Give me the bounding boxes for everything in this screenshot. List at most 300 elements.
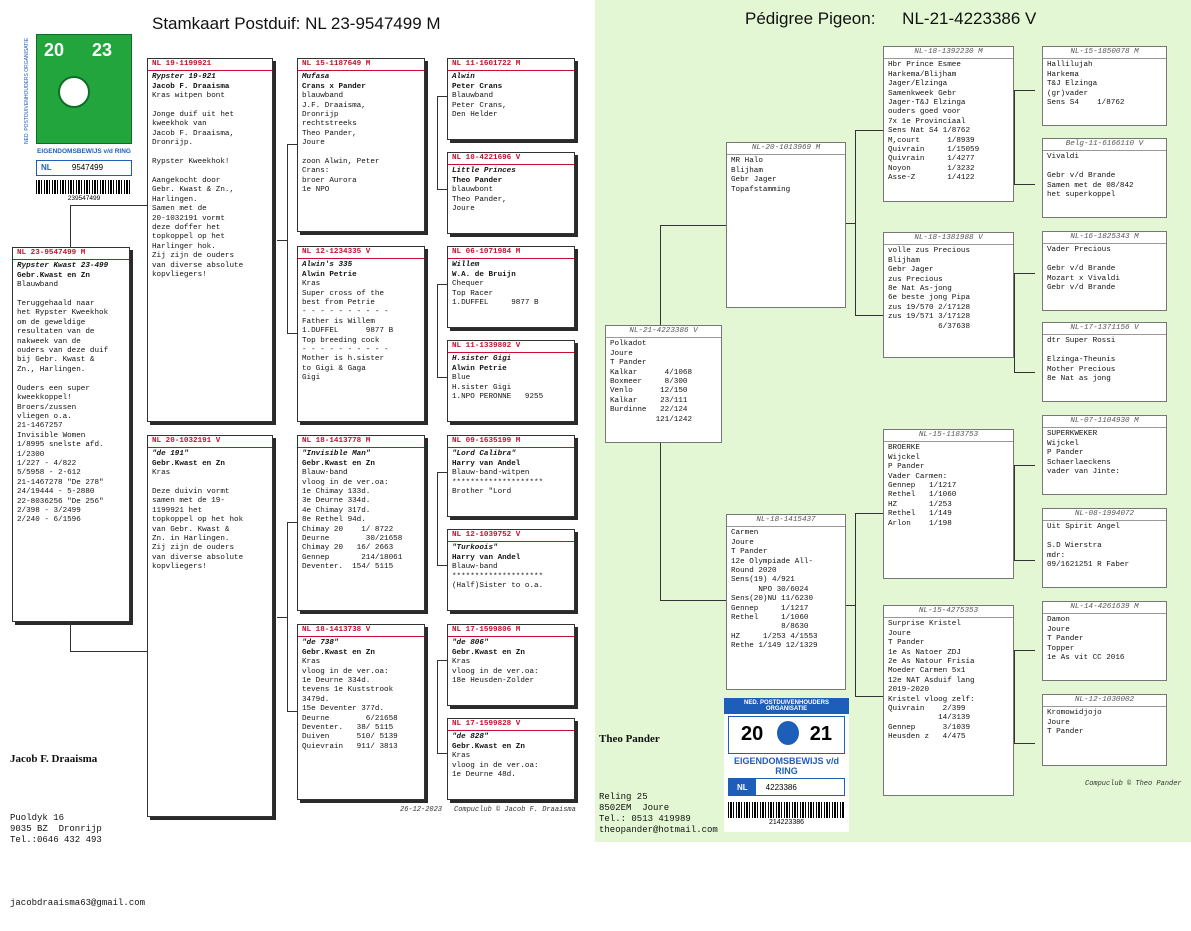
right-grandparent-ring: NL-15-4275353 xyxy=(884,606,1013,618)
right-sire-notes-line: Gebr Jager xyxy=(731,176,777,185)
right-great-grandparent-notes-line: S.D Wierstra xyxy=(1047,542,1102,551)
subject-notes-line: het Rypster Kweekhok xyxy=(17,309,109,318)
granddam-maternal-notes-line: tevens 1e Kuststrook xyxy=(302,686,394,695)
connector-dam-stub xyxy=(277,617,287,618)
great-grandparent-breeder: Harry van Andel xyxy=(452,459,521,468)
right-great-grandparent-notes-line: vader van Jinte: xyxy=(1047,468,1120,477)
right-connector-gp2-ggp xyxy=(1014,273,1035,373)
right-grandparent-notes-line: Gennep 1/1217 xyxy=(888,482,957,491)
right-grandparent-notes-line: 12e NAT Asduif lang xyxy=(888,676,975,685)
grandsire-maternal-notes-line: Chimay 20 16/ 2663 xyxy=(302,544,394,553)
dam-notes-line: topkoppel op het hok xyxy=(152,516,244,525)
grandsire-paternal-ring: NL 15-1187649 M xyxy=(302,60,371,68)
dam-card xyxy=(147,435,273,817)
left-footer-date: 26-12-2023 xyxy=(400,806,443,814)
grandsire-maternal-ring: NL 18-1413778 M xyxy=(302,437,371,445)
right-grandparent-card xyxy=(883,46,1014,202)
right-grandparent-notes-line: Gennep 3/1039 xyxy=(888,723,971,732)
left-title: Stamkaart Postduif: NL 23-9547499 M xyxy=(152,14,441,33)
right-grandparent-notes-line: Arlon 1/198 xyxy=(888,519,952,528)
right-great-grandparent-notes-line: Gebr v/d Brande xyxy=(1047,284,1116,293)
right-great-grandparent-ring: NL-08-1994072 xyxy=(1043,509,1166,521)
right-sire-notes-line: Topafstamming xyxy=(731,185,791,194)
subject-notes-line: 21-1467257 xyxy=(17,422,63,431)
subject-notes-line: ouders van deze duif xyxy=(17,347,109,356)
dam-notes-line: Zij zijn de ouders xyxy=(152,544,235,553)
sire-card xyxy=(147,58,273,422)
right-great-grandparent-ring: NL-15-1850078 M xyxy=(1043,47,1166,59)
connector-subject-sire xyxy=(70,205,147,247)
sire-notes-line xyxy=(152,102,268,111)
npo-lion-logo-icon xyxy=(58,76,90,108)
subject-notes-line: bij Gebr. Kwast & xyxy=(17,356,95,365)
right-title xyxy=(745,9,1036,29)
right-grandparent-ring: NL-18-1392230 M xyxy=(884,47,1013,59)
grandsire-maternal-notes-line: vloog in de ver.oa: xyxy=(302,478,389,487)
right-great-grandparent-notes-line: 1e As vit CC 2016 xyxy=(1047,654,1125,663)
great-grandparent-breeder: Gebr.Kwast en Zn xyxy=(452,648,525,657)
granddam-paternal-notes-line: Top breeding cock xyxy=(302,336,380,345)
right-subject-notes-line: Burdinne 22/124 xyxy=(610,406,688,415)
sire-notes-line: Jacob F. Draaisma, xyxy=(152,129,235,138)
right-great-grandparent-card xyxy=(1042,694,1167,766)
subject-notes-line: kweekkoppel! xyxy=(17,394,72,403)
subject-notes-line: Ouders een super xyxy=(17,384,90,393)
grandsire-maternal-notes-line: 3e Deurne 334d. xyxy=(302,497,371,506)
sire-notes-line: kopvliegers! xyxy=(152,270,207,279)
subject-breeder: Gebr.Kwast en Zn xyxy=(17,271,90,280)
right-ring-stamp-barcode xyxy=(728,802,845,818)
sire-notes-line: Harlinger hok. xyxy=(152,242,216,251)
left-owner-block xyxy=(10,732,145,931)
great-grandparent-ring: NL 17-1599828 V xyxy=(452,720,521,728)
sire-notes-line: kweekhok van xyxy=(152,120,207,129)
right-great-grandparent-notes xyxy=(1047,430,1162,477)
sire-notes-line: Gebr. Kwast & Zn., xyxy=(152,186,235,195)
right-great-grandparent-notes-line: het superkoppel xyxy=(1047,191,1116,200)
great-grandparent-notes-line: Brother "Lord xyxy=(452,488,512,497)
right-footer-credit: Compuclub © Theo Pander xyxy=(1085,780,1182,788)
right-great-grandparent-notes-line: 09/1621251 R Faber xyxy=(1047,561,1130,570)
right-great-grandparent-notes-line: Damon xyxy=(1047,616,1070,625)
right-grandparent-notes xyxy=(888,61,1009,183)
sire-notes-line: Jonge duif uit het xyxy=(152,111,235,120)
right-grandparent-ring: NL-15-1183753 xyxy=(884,430,1013,442)
right-great-grandparent-notes-line: Gebr v/d Brande xyxy=(1047,265,1116,274)
sire-notes-line: Samen met de xyxy=(152,205,207,214)
great-grandparent-notes xyxy=(452,573,570,592)
sire-notes-line: Zij zijn de ouders xyxy=(152,252,235,261)
right-great-grandparent-notes-line: Joure xyxy=(1047,625,1070,634)
great-grandparent-notes-line: Peter Crans, xyxy=(452,101,507,110)
sire-notes-line: Harlingen. xyxy=(152,195,198,204)
grandsire-paternal-notes-line: Dronrijp xyxy=(302,111,339,120)
great-grandparent-breeder: Harry van Andel xyxy=(452,553,521,562)
great-grandparent-ring: NL 09-1635199 M xyxy=(452,437,521,445)
right-grandparent-notes-line: Quivrain 1/4277 xyxy=(888,155,975,164)
great-grandparent-ring: NL 11-1339802 V xyxy=(452,342,521,350)
right-great-grandparent-notes-line: T&J Elzinga xyxy=(1047,80,1098,89)
right-subject-notes-line: Boxmeer 8/300 xyxy=(610,378,688,387)
ring-stamp-barcode xyxy=(36,180,132,194)
dam-notes-line: van diverse absolute xyxy=(152,553,244,562)
sire-notes-line: van diverse absolute xyxy=(152,261,244,270)
left-owner-name: Jacob F. Draaisma xyxy=(10,753,98,765)
left-owner-address-line: Tel.:0646 432 493 xyxy=(10,835,102,845)
grandsire-maternal-notes-line: Gennep 214/18061 xyxy=(302,553,403,562)
right-great-grandparent-notes-line xyxy=(1047,533,1162,542)
granddam-paternal-notes-line: Gigi xyxy=(302,374,321,383)
subject-notes-line: Teruggehaald naar xyxy=(17,300,95,309)
great-grandparent-ring: NL 12-1039752 V xyxy=(452,531,521,539)
great-grandparent-color: Blauw-band-witpen xyxy=(452,469,530,478)
grandsire-maternal-notes-line: 1e Chimay 133d. xyxy=(302,488,371,497)
dam-ring-number: NL 20-1032191 V xyxy=(152,437,221,445)
great-grandparent-card xyxy=(447,718,575,800)
sire-ring-number: NL 19-1199921 xyxy=(152,60,212,68)
grandsire-maternal-breeder: Gebr.Kwast en Zn xyxy=(302,459,375,468)
right-great-grandparent-notes-line xyxy=(1047,256,1162,265)
right-dam-notes xyxy=(731,529,841,651)
great-grandparent-notes-line: H.sister Gigi xyxy=(452,383,512,392)
right-dam-ring: NL-18-1415437 xyxy=(727,515,845,527)
right-great-grandparent-notes-line: Wijckel xyxy=(1047,439,1079,448)
grandsire-paternal-notes-line: J.F. Draaisma, xyxy=(302,101,366,110)
right-grandparent-notes-line: BROERKE xyxy=(888,444,920,453)
ring-stamp-year-b: 23 xyxy=(92,40,113,60)
right-connector-gp4-ggp xyxy=(1014,650,1035,744)
right-grandparent-notes-line: T Pander xyxy=(888,639,925,648)
dam-notes xyxy=(152,479,268,573)
right-title-prefix: Pédigree Pigeon: xyxy=(745,9,876,28)
granddam-paternal-notes-line: Father is Willem xyxy=(302,317,375,326)
great-grandparent-ring: NL 06-1071984 M xyxy=(452,248,521,256)
right-grandparent-notes-line: 2019-2020 xyxy=(888,686,930,695)
right-great-grandparent-notes-line: T Pander xyxy=(1047,635,1084,644)
subject-notes-line: Broers/zussen xyxy=(17,403,77,412)
right-ring-stamp-org: NED. POSTDUIVENHOUDERS ORGANISATIE xyxy=(724,698,849,714)
great-grandparent-notes xyxy=(452,762,570,781)
right-great-grandparent-ring: NL-16-1825343 M xyxy=(1043,232,1166,244)
right-grandparent-notes-line: 1e As Natoer ZDJ xyxy=(888,648,961,657)
granddam-paternal-name: Alwin's 335 xyxy=(302,261,353,270)
great-grandparent-notes-line: ******************** xyxy=(452,478,544,487)
right-subject-notes-line: Kalkar 4/1068 xyxy=(610,368,693,377)
right-connector-gp3-ggp xyxy=(1014,465,1035,561)
right-great-grandparent-card xyxy=(1042,508,1167,588)
right-grandparent-card xyxy=(883,605,1014,796)
grandsire-paternal-notes-line: Joure xyxy=(302,139,325,148)
grandsire-paternal-notes xyxy=(302,102,420,196)
sire-breeder: Jacob F. Draaisma xyxy=(152,82,230,91)
right-great-grandparent-notes-line: Kromowidjojo xyxy=(1047,709,1102,718)
right-grandparent-notes-line: Rethel 1/149 xyxy=(888,510,952,519)
right-subject-notes-line: Joure xyxy=(610,349,633,358)
right-grandparent-notes-line: 14/3139 xyxy=(888,714,971,723)
great-grandparent-notes-line: Joure xyxy=(452,205,475,214)
granddam-maternal-ring: NL 18-1413738 V xyxy=(302,626,371,634)
right-subject-notes-line: Kalkar 23/111 xyxy=(610,396,688,405)
right-connector-dam-gp xyxy=(855,513,883,697)
granddam-paternal-breeder: Alwin Petrie xyxy=(302,270,357,279)
grandsire-maternal-name: "Invisible Man" xyxy=(302,450,371,459)
right-great-grandparent-ring: NL-17-1371156 V xyxy=(1043,323,1166,335)
right-dam-notes-line: 8/8630 xyxy=(731,623,809,632)
right-grandparent-notes-line: Noyon 1/3232 xyxy=(888,164,975,173)
dam-ring xyxy=(148,436,272,448)
right-great-grandparent-card xyxy=(1042,138,1167,218)
right-ring-stamp-barcode-digits: 214223386 xyxy=(768,819,805,826)
right-great-grandparent-card xyxy=(1042,322,1167,402)
dam-name: "de 191" xyxy=(152,450,189,459)
left-owner-address-line: Puoldyk 16 xyxy=(10,813,65,823)
right-dam-notes-line: Carmen xyxy=(731,529,759,538)
great-grandparent-notes-line: 1.DUFFEL 9877 B xyxy=(452,299,539,308)
ring-stamp-band: EIGENDOMSBEWIJS v/d RING xyxy=(37,148,131,155)
great-grandparent-color: Kras xyxy=(452,752,471,761)
right-great-grandparent-notes-line: P Pander xyxy=(1047,449,1084,458)
great-grandparent-ring: NL 10-4221696 V xyxy=(452,154,521,162)
great-grandparent-color: Blauwband xyxy=(452,92,494,101)
ring-stamp-number: 9547499 xyxy=(71,163,104,172)
right-grandparent-card xyxy=(883,232,1014,358)
right-grandparent-notes-line: 6/37638 xyxy=(888,322,971,331)
right-npo-lion-logo-icon xyxy=(777,721,799,745)
right-great-grandparent-notes xyxy=(1047,337,1162,384)
right-grandparent-notes-line: Jager/Elzinga xyxy=(888,80,948,89)
right-great-grandparent-notes-line: T Pander xyxy=(1047,728,1084,737)
grandsire-maternal-notes-line: Chimay 20 1/ 8722 xyxy=(302,525,394,534)
left-footer-credit: Compuclub © Jacob F. Draaisma xyxy=(454,806,576,814)
subject-notes-line: 5/5958 - 2-612 xyxy=(17,469,81,478)
right-great-grandparent-notes xyxy=(1047,523,1162,570)
right-subject-ring: NL-21-4223386 V xyxy=(606,326,721,338)
great-grandparent-notes-line: (Half)Sister to o.a. xyxy=(452,582,544,591)
great-grandparent-notes xyxy=(452,479,570,498)
great-grandparent-card xyxy=(447,340,575,422)
right-grandparent-notes-line: 7x 1e Provinciaal xyxy=(888,117,966,126)
dam-notes-line: kopvliegers! xyxy=(152,563,207,572)
great-grandparent-name: "de 806" xyxy=(452,639,489,648)
subject-ring-number: NL 23-9547499 M xyxy=(17,249,86,257)
right-owner-address-line: 8502EM Joure xyxy=(599,803,670,813)
great-grandparent-notes xyxy=(452,668,570,687)
connector-sire-gp xyxy=(287,144,297,334)
great-grandparent-card xyxy=(447,529,575,611)
right-owner-address-line: Reling 25 xyxy=(599,792,648,802)
great-grandparent-notes-line: 1e Deurne 48d. xyxy=(452,771,516,780)
granddam-maternal-color: Kras xyxy=(302,658,321,667)
right-grandparent-notes-line: Hbr Prince Esmee xyxy=(888,61,961,70)
great-grandparent-name: "Turkoois" xyxy=(452,544,498,553)
right-grandparent-notes xyxy=(888,444,1009,529)
grandsire-paternal-notes-line: broer Aurora xyxy=(302,176,357,185)
right-grandparent-notes-line: Vader Carmen: xyxy=(888,472,948,481)
left-owner-address-line: 9035 BZ Dronrijp xyxy=(10,824,102,834)
right-owner-address-line: theopander@hotmail.com xyxy=(599,825,718,835)
great-grandparent-name: H.sister Gigi xyxy=(452,355,512,364)
right-owner-name: Theo Pander xyxy=(599,733,660,745)
subject-notes-line: 24/19444 - 5-2880 xyxy=(17,488,95,497)
granddam-maternal-notes-line: 15e Deventer 377d. xyxy=(302,705,385,714)
right-grandparent-notes-line: zus Precious xyxy=(888,275,943,284)
right-dam-notes-line: Sens(20)NU 11/6230 xyxy=(731,595,814,604)
right-great-grandparent-ring: Belg-11-6166110 V xyxy=(1043,139,1166,151)
great-grandparent-breeder: Alwin Petrie xyxy=(452,364,507,373)
right-dam-notes-line: HZ 1/253 4/1553 xyxy=(731,632,818,641)
granddam-maternal-card xyxy=(297,624,425,800)
right-grandparent-notes-line: Gebr Jager xyxy=(888,266,934,275)
right-subject-notes-line: Polkadot xyxy=(610,340,647,349)
right-grandparent-notes xyxy=(888,620,1009,742)
right-great-grandparent-notes-line: Joure xyxy=(1047,718,1070,727)
subject-notes-line: Zn., Harlingen. xyxy=(17,365,86,374)
connector-gp2-ggp xyxy=(437,284,447,378)
right-great-grandparent-notes-line: Hallilujah xyxy=(1047,61,1093,70)
grandsire-maternal-notes-line: 4e Chimay 317d. xyxy=(302,506,371,515)
subject-notes-line: 1/227 - 4/822 xyxy=(17,459,77,468)
great-grandparent-notes xyxy=(452,196,570,215)
right-dam-notes-line: Joure xyxy=(731,538,754,547)
grandsire-maternal-notes-line: Deurne 30/21658 xyxy=(302,535,403,544)
grandsire-paternal-notes-line: rechtstreeks xyxy=(302,120,357,129)
right-grandparent-notes-line: Wijckel xyxy=(888,453,920,462)
great-grandparent-breeder: Peter Crans xyxy=(452,82,503,91)
right-great-grandparent-notes xyxy=(1047,153,1162,200)
great-grandparent-notes-line: 18e Heusden-Zolder xyxy=(452,677,535,686)
right-great-grandparent-notes xyxy=(1047,61,1162,108)
right-dam-notes-line: Gennep 1/1217 xyxy=(731,604,809,613)
right-great-grandparent-notes-line: mdr: xyxy=(1047,551,1066,560)
right-grandparent-notes-line: Kristel vloog zelf: xyxy=(888,695,975,704)
right-dam-notes-line: NPO 30/6024 xyxy=(731,585,809,594)
great-grandparent-card xyxy=(447,435,575,517)
ownership-ring-stamp xyxy=(12,14,138,206)
right-grandparent-notes-line: Samenkweek Gebr xyxy=(888,89,957,98)
right-connector-subject-dam xyxy=(660,443,726,601)
right-dam-notes-line: Sens(19) 4/921 xyxy=(731,576,795,585)
right-great-grandparent-notes-line: dtr Super Rossi xyxy=(1047,337,1116,346)
great-grandparent-notes-line: Top Racer xyxy=(452,289,494,298)
right-grandparent-notes-line: Harkema/Blijham xyxy=(888,70,957,79)
subject-color: Blauwband xyxy=(17,281,59,290)
subject-notes-line: 21-1467278 "De 278" xyxy=(17,478,104,487)
right-sire-card xyxy=(726,142,846,308)
granddam-paternal-notes-line: to Gigi & Gaga xyxy=(302,364,366,373)
right-subject-card xyxy=(605,325,722,443)
right-grandparent-notes-line: Joure xyxy=(888,629,911,638)
ring-stamp-year-a: 20 xyxy=(44,40,65,60)
subject-notes-line: Invisible Women xyxy=(17,431,86,440)
right-great-grandparent-ring: NL-07-1104930 M xyxy=(1043,416,1166,428)
connector-sire-stub xyxy=(277,240,287,241)
right-subject-notes-line: Venlo 12/150 xyxy=(610,387,688,396)
right-grandparent-notes-line: volle zus Precious xyxy=(888,247,971,256)
great-grandparent-color: Blauw-band xyxy=(452,563,498,572)
granddam-paternal-notes-line: Super cross of the xyxy=(302,289,385,298)
right-grandparent-notes-line: Rethel 1/1060 xyxy=(888,491,957,500)
great-grandparent-card xyxy=(447,624,575,706)
connector-gp1-ggp xyxy=(437,96,447,190)
left-pedigree-panel xyxy=(0,0,595,908)
great-grandparent-ring: NL 11-1601722 M xyxy=(452,60,521,68)
right-grandparent-notes-line: Quivrain 1/15059 xyxy=(888,146,980,155)
great-grandparent-breeder: Gebr.Kwast en Zn xyxy=(452,742,525,751)
right-great-grandparent-notes-line xyxy=(1047,163,1162,172)
great-grandparent-notes-line: vloog in de ver.oa: xyxy=(452,761,539,770)
grandsire-paternal-notes-line: Crans: xyxy=(302,167,330,176)
right-grandparent-notes-line: Sens Nat S4 1/8762 xyxy=(888,127,971,136)
dam-notes-line: 1199921 het xyxy=(152,506,203,515)
granddam-maternal-notes-line: vloog in de ver.oa: xyxy=(302,667,389,676)
great-grandparent-notes-line: Theo Pander, xyxy=(452,195,507,204)
great-grandparent-card xyxy=(447,152,575,234)
great-grandparent-notes xyxy=(452,102,570,121)
great-grandparent-card xyxy=(447,58,575,140)
right-great-grandparent-notes-line: Topper xyxy=(1047,644,1075,653)
right-dam-notes-line: T Pander xyxy=(731,548,768,557)
granddam-paternal-notes-line: - - - - - - - - - - xyxy=(302,346,389,355)
ring-stamp-number-box xyxy=(36,160,132,176)
right-grandparent-card xyxy=(883,429,1014,579)
great-grandparent-notes xyxy=(452,290,570,309)
right-dam-card xyxy=(726,514,846,690)
subject-notes-line: resultaten van de xyxy=(17,328,95,337)
dam-notes-line: Zn. in Harlingen. xyxy=(152,535,230,544)
great-grandparent-ring: NL 17-1599806 M xyxy=(452,626,521,634)
right-grandparent-notes-line: Moeder Carmen 5x1 xyxy=(888,667,966,676)
great-grandparent-name: Alwin xyxy=(452,73,475,82)
granddam-maternal-name: "de 738" xyxy=(302,639,339,648)
right-grandparent-notes-line: Jager-T&J Elzinga xyxy=(888,99,966,108)
right-great-grandparent-notes-line: Sens S4 1/8762 xyxy=(1047,99,1125,108)
grandsire-maternal-notes-line: 8e Rethel 94d. xyxy=(302,516,366,525)
great-grandparent-breeder: W.A. de Bruijn xyxy=(452,270,516,279)
right-grandparent-notes-line: P Pander xyxy=(888,463,925,472)
sire-notes xyxy=(152,102,268,281)
right-subject-notes-line: T Pander xyxy=(610,359,647,368)
sire-name: Rypster 19-921 xyxy=(152,73,216,82)
subject-notes-line: om de geweldige xyxy=(17,318,86,327)
subject-notes-line: 1/8995 snelste afd. xyxy=(17,441,104,450)
subject-notes-line: 2/398 - 3/2499 xyxy=(17,506,81,515)
right-great-grandparent-card xyxy=(1042,415,1167,495)
right-grandparent-notes-line: ouders goed voor xyxy=(888,108,961,117)
connector-gp3-ggp xyxy=(437,472,447,566)
subject-notes-line: vliegen o.a. xyxy=(17,412,72,421)
dam-breeder: Gebr.Kwast en Zn xyxy=(152,459,225,468)
granddam-paternal-card xyxy=(297,246,425,422)
right-dam-notes-line: Round 2020 xyxy=(731,567,777,576)
sire-notes-line: Dronrijp. xyxy=(152,139,194,148)
right-grandparent-notes-line: Heusden z 4/475 xyxy=(888,733,966,742)
right-grandparent-notes-line: Blijham xyxy=(888,256,920,265)
right-ring-stamp-number: 4223386 xyxy=(765,782,797,792)
sire-notes-line: deze doffer het xyxy=(152,223,221,232)
right-great-grandparent-notes-line: SUPERKWEKER xyxy=(1047,430,1098,439)
right-great-grandparent-notes-line: Elzinga-Theunis xyxy=(1047,356,1116,365)
right-grandparent-notes xyxy=(888,247,1009,332)
ring-stamp-country: NL xyxy=(41,163,52,172)
granddam-paternal-notes xyxy=(302,290,420,384)
sire-notes-line xyxy=(152,167,268,176)
right-dam-notes-line: Rethe 1/149 12/1329 xyxy=(731,642,818,651)
great-grandparent-color: blauwbont xyxy=(452,186,494,195)
right-grandparent-notes-line: 2e As Natour Frisia xyxy=(888,658,975,667)
granddam-maternal-notes-line: Deurne 6/21658 xyxy=(302,714,398,723)
grandsire-paternal-name: Mufasa xyxy=(302,73,330,82)
right-ring-stamp-country: NL xyxy=(729,779,756,796)
